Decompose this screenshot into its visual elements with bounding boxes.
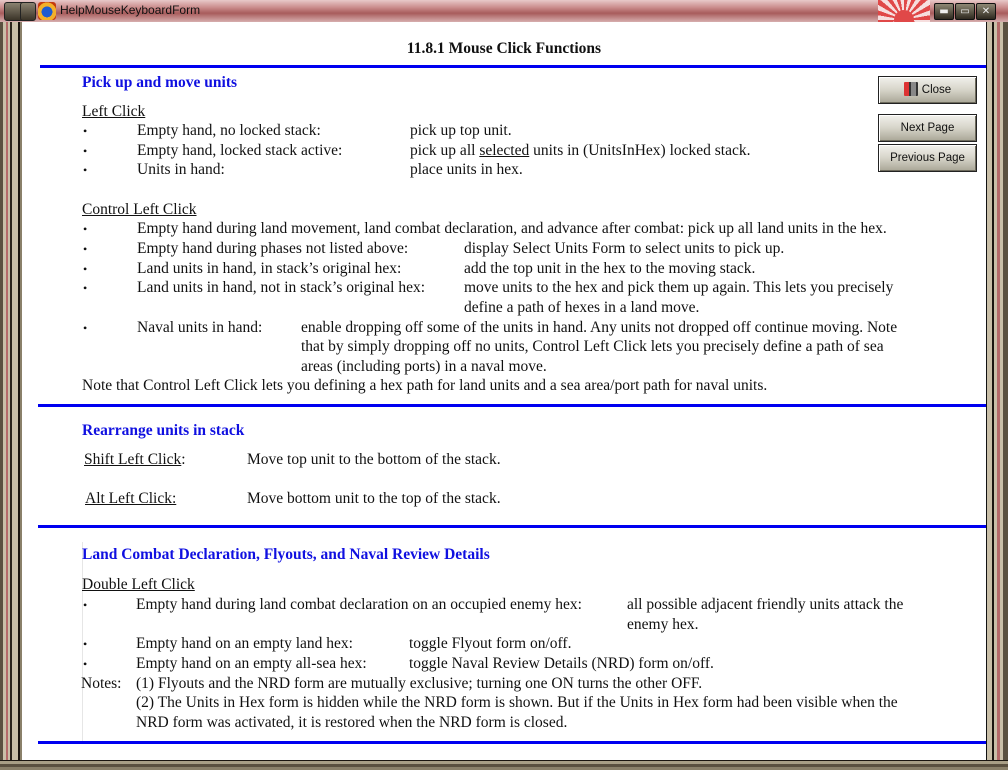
- note-text: (2) The Units in Hex form is hidden while the NRD form is shown. But if the Units in Hex form had been visible when the: [136, 694, 898, 711]
- condition-text: Units in hand:: [137, 161, 225, 178]
- condition-text: Empty hand on an empty land hex:: [136, 635, 353, 652]
- shift-left-click-label: [84, 451, 186, 469]
- divider: [38, 525, 986, 528]
- window-frame-right: [986, 22, 1008, 762]
- condition-text: Land units in hand, not in stack’s original hex:: [137, 279, 425, 296]
- close-window-button[interactable]: ✕: [976, 3, 996, 20]
- previous-page-button[interactable]: Previous Page: [878, 144, 977, 172]
- rising-sun-emblem-icon: [878, 0, 930, 22]
- bullet: •: [83, 124, 88, 138]
- bullet: •: [83, 598, 88, 612]
- action-text: Move bottom unit to the top of the stack.: [247, 490, 501, 507]
- selected-emphasis: selected: [479, 142, 530, 159]
- action-text-post: units in (UnitsInHex) locked stack.: [529, 142, 751, 159]
- section-heading-pickup: Pick up and move units: [82, 74, 238, 91]
- next-page-button[interactable]: Next Page: [878, 114, 977, 142]
- action-text: toggle Flyout form on/off.: [409, 635, 572, 652]
- note-text: NRD form was activated, it is restored when the NRD form is closed.: [136, 714, 568, 731]
- action-text: pick up top unit.: [410, 122, 512, 139]
- bullet: •: [83, 242, 88, 256]
- section-heading-land-combat: Land Combat Declaration, Flyouts, and Naval Review Details: [82, 546, 490, 563]
- divider: [38, 741, 986, 744]
- close-button[interactable]: [878, 76, 977, 104]
- bullet: •: [83, 163, 88, 177]
- action-text: place units in hex.: [410, 161, 523, 178]
- bullet: •: [83, 637, 88, 651]
- bullet: •: [83, 657, 88, 671]
- notes-label: Notes:: [81, 675, 122, 692]
- action-text-pre: pick up all: [410, 142, 480, 159]
- help-content: [22, 22, 986, 760]
- condition-text: Empty hand during phases not listed above:: [137, 240, 409, 257]
- window-frame-bottom: [0, 760, 1008, 770]
- bullet: •: [83, 321, 88, 335]
- action-text: enemy hex.: [627, 616, 699, 633]
- page-title: 11.8.1 Mouse Click Functions: [406, 40, 602, 57]
- double-left-click-label: Double Left Click: [82, 576, 195, 593]
- condition-text: Naval units in hand:: [137, 319, 263, 336]
- restore-button[interactable]: ▭: [955, 3, 975, 20]
- condition-text: Empty hand during land combat declaration on an occupied enemy hex:: [136, 596, 582, 613]
- section-heading-rearrange: Rearrange units in stack: [82, 422, 245, 439]
- action-text: that by simply dropping off no units, Control Left Click lets you precisely define a path of sea: [301, 338, 884, 355]
- divider: [40, 65, 986, 68]
- bullet: •: [83, 144, 88, 158]
- note-text: Note that Control Left Click lets you defining a hex path for land units and a sea area/port path for naval units.: [82, 377, 768, 394]
- window-frame-left: [0, 22, 22, 762]
- window-title: HelpMouseKeyboardForm: [60, 3, 201, 17]
- action-text: display Select Units Form to select units to pick up.: [464, 240, 785, 257]
- action-text: all possible adjacent friendly units attack the: [627, 596, 904, 613]
- action-text: define a path of hexes in a land move.: [464, 299, 700, 316]
- action-text: add the top unit in the hex to the moving stack.: [464, 260, 756, 277]
- note-text: (1) Flyouts and the NRD form are mutually exclusive; turning one ON turns the other OFF.: [136, 675, 703, 692]
- condition-text: Empty hand during land movement, land combat declaration, and advance after combat: pick up all land units in the hex.: [137, 220, 887, 237]
- alt-left-click-label: Alt Left Click:: [85, 490, 177, 507]
- action-text: [410, 142, 751, 160]
- rollup-icon[interactable]: [20, 2, 36, 21]
- minimize-button[interactable]: ▬: [934, 3, 954, 20]
- action-text: toggle Naval Review Details (NRD) form on/off.: [409, 655, 714, 672]
- shift-left-click-text: Shift Left Click: [84, 451, 182, 468]
- control-left-click-label: Control Left Click: [82, 201, 197, 218]
- title-bar[interactable]: [0, 0, 1008, 23]
- condition-text: Empty hand on an empty all-sea hex:: [136, 655, 367, 672]
- bullet: •: [83, 262, 88, 276]
- action-text: move units to the hex and pick them up again. This lets you precisely: [464, 279, 894, 296]
- exit-door-icon: [904, 82, 918, 96]
- close-button-label: Close: [921, 84, 952, 96]
- bullet: •: [83, 281, 88, 295]
- app-globe-icon: [38, 2, 56, 20]
- condition-text: Land units in hand, in stack’s original hex:: [137, 260, 402, 277]
- action-text: Move top unit to the bottom of the stack.: [247, 451, 501, 468]
- left-click-label: Left Click: [82, 103, 146, 120]
- bullet: •: [83, 222, 88, 236]
- condition-text: Empty hand, locked stack active:: [137, 142, 343, 159]
- action-text: areas (including ports) in a naval move.: [301, 358, 547, 375]
- divider: [38, 404, 986, 407]
- label-colon: :: [181, 451, 186, 468]
- action-text: enable dropping off some of the units in hand. Any units not dropped off continue moving. Note: [301, 319, 898, 336]
- condition-text: Empty hand, no locked stack:: [137, 122, 321, 139]
